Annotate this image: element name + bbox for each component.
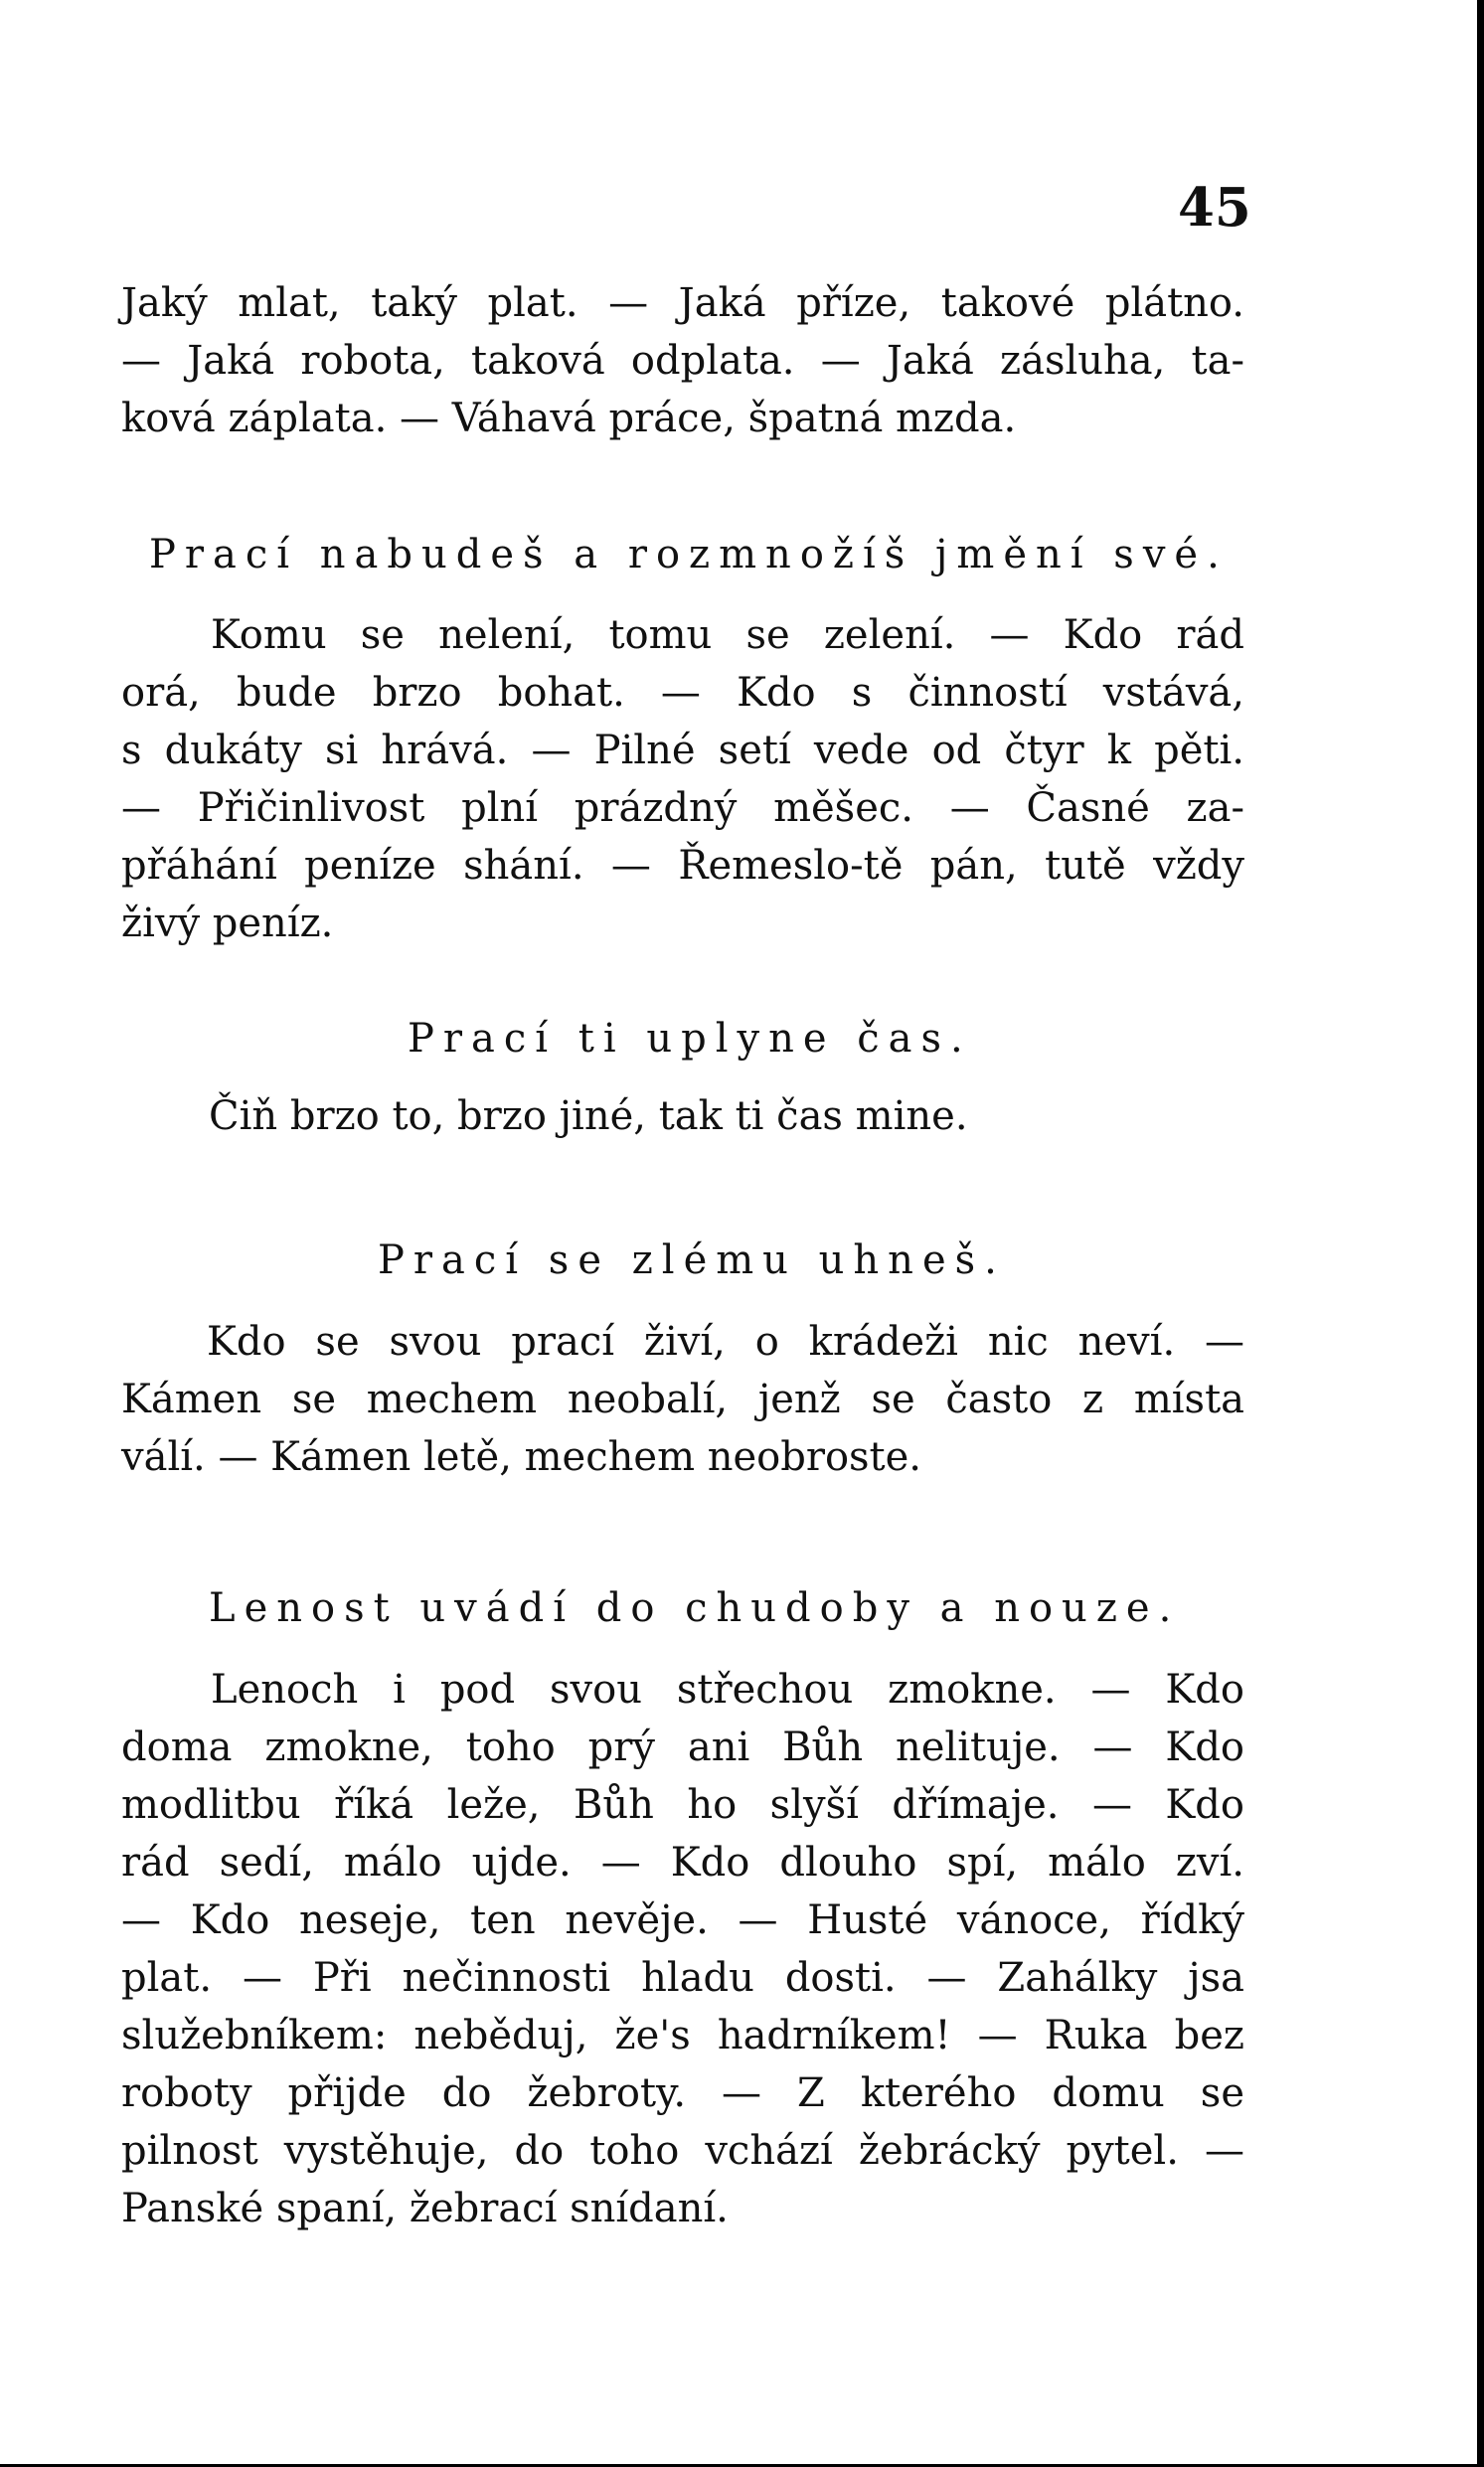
section-heading: Prací nabudeš a rozmnožíš jmění své. <box>149 532 1229 577</box>
text-line: Komu se nelení, tomu se zelení. — Kdo rád <box>211 612 1244 658</box>
text-line: Čiň brzo to, brzo jiné, tak ti čas mine. <box>209 1093 968 1139</box>
section-heading: Prací se zlému uhneš. <box>378 1237 1006 1283</box>
text-line: doma zmokne, toho prý ani Bůh nelituje. — Kdo <box>121 1725 1244 1770</box>
text-line: — Jaká robota, taková odplata. — Jaká zásluha, ta- <box>121 338 1244 384</box>
text-line: — Přičinlivost plní prázdný měšec. — Časné za- <box>121 785 1244 831</box>
text-line: plat. — Při nečinnosti hladu dosti. — Zahálky jsa <box>121 1955 1244 2001</box>
text-line: modlitbu říká leže, Bůh ho slyší dřímaje. — Kdo <box>121 1782 1244 1828</box>
text-line: Kámen se mechem neobalí, jenž se často z místa <box>121 1377 1244 1422</box>
section-heading: Lenost uvádí do chudoby a nouze. <box>209 1585 1181 1631</box>
text-line: Lenoch i pod svou střechou zmokne. — Kdo <box>211 1667 1244 1713</box>
text-line: s dukáty si hrává. — Pilné setí vede od čtyr k pěti. <box>121 728 1244 773</box>
text-line: Panské spaní, žebrací snídaní. <box>121 2186 729 2231</box>
text-line: Jaký mlat, taký plat. — Jaká příze, takové plátno. <box>121 280 1244 326</box>
text-line: válí. — Kámen letě, mechem neobroste. <box>121 1434 922 1480</box>
text-line: živý peníz. <box>121 901 334 946</box>
text-line: pilnost vystěhuje, do toho vchází žebrácký pytel. — <box>121 2128 1244 2174</box>
section-heading: Prací ti uplyne čas. <box>408 1016 972 1062</box>
text-line: orá, bude brzo bohat. — Kdo s činností vstává, <box>121 670 1244 716</box>
text-line: služebníkem: neběduj, že's hadrníkem! — Ruka bez <box>121 2013 1244 2058</box>
text-line: Kdo se svou prací živí, o krádeži nic neví. — <box>207 1319 1244 1365</box>
text-line: roboty přijde do žebroty. — Z kterého domu se <box>121 2070 1244 2116</box>
text-line: — Kdo neseje, ten nevěje. — Husté vánoce, řídký <box>121 1897 1244 1943</box>
text-line: rád sedí, málo ujde. — Kdo dlouho spí, málo zví. <box>121 1840 1244 1886</box>
text-line: přáhání peníze shání. — Řemeslo-tě pán, tutě vždy <box>121 843 1244 889</box>
page-number: 45 <box>1178 177 1251 239</box>
text-line: ková záplata. — Váhavá práce, špatná mzda. <box>121 396 1017 441</box>
